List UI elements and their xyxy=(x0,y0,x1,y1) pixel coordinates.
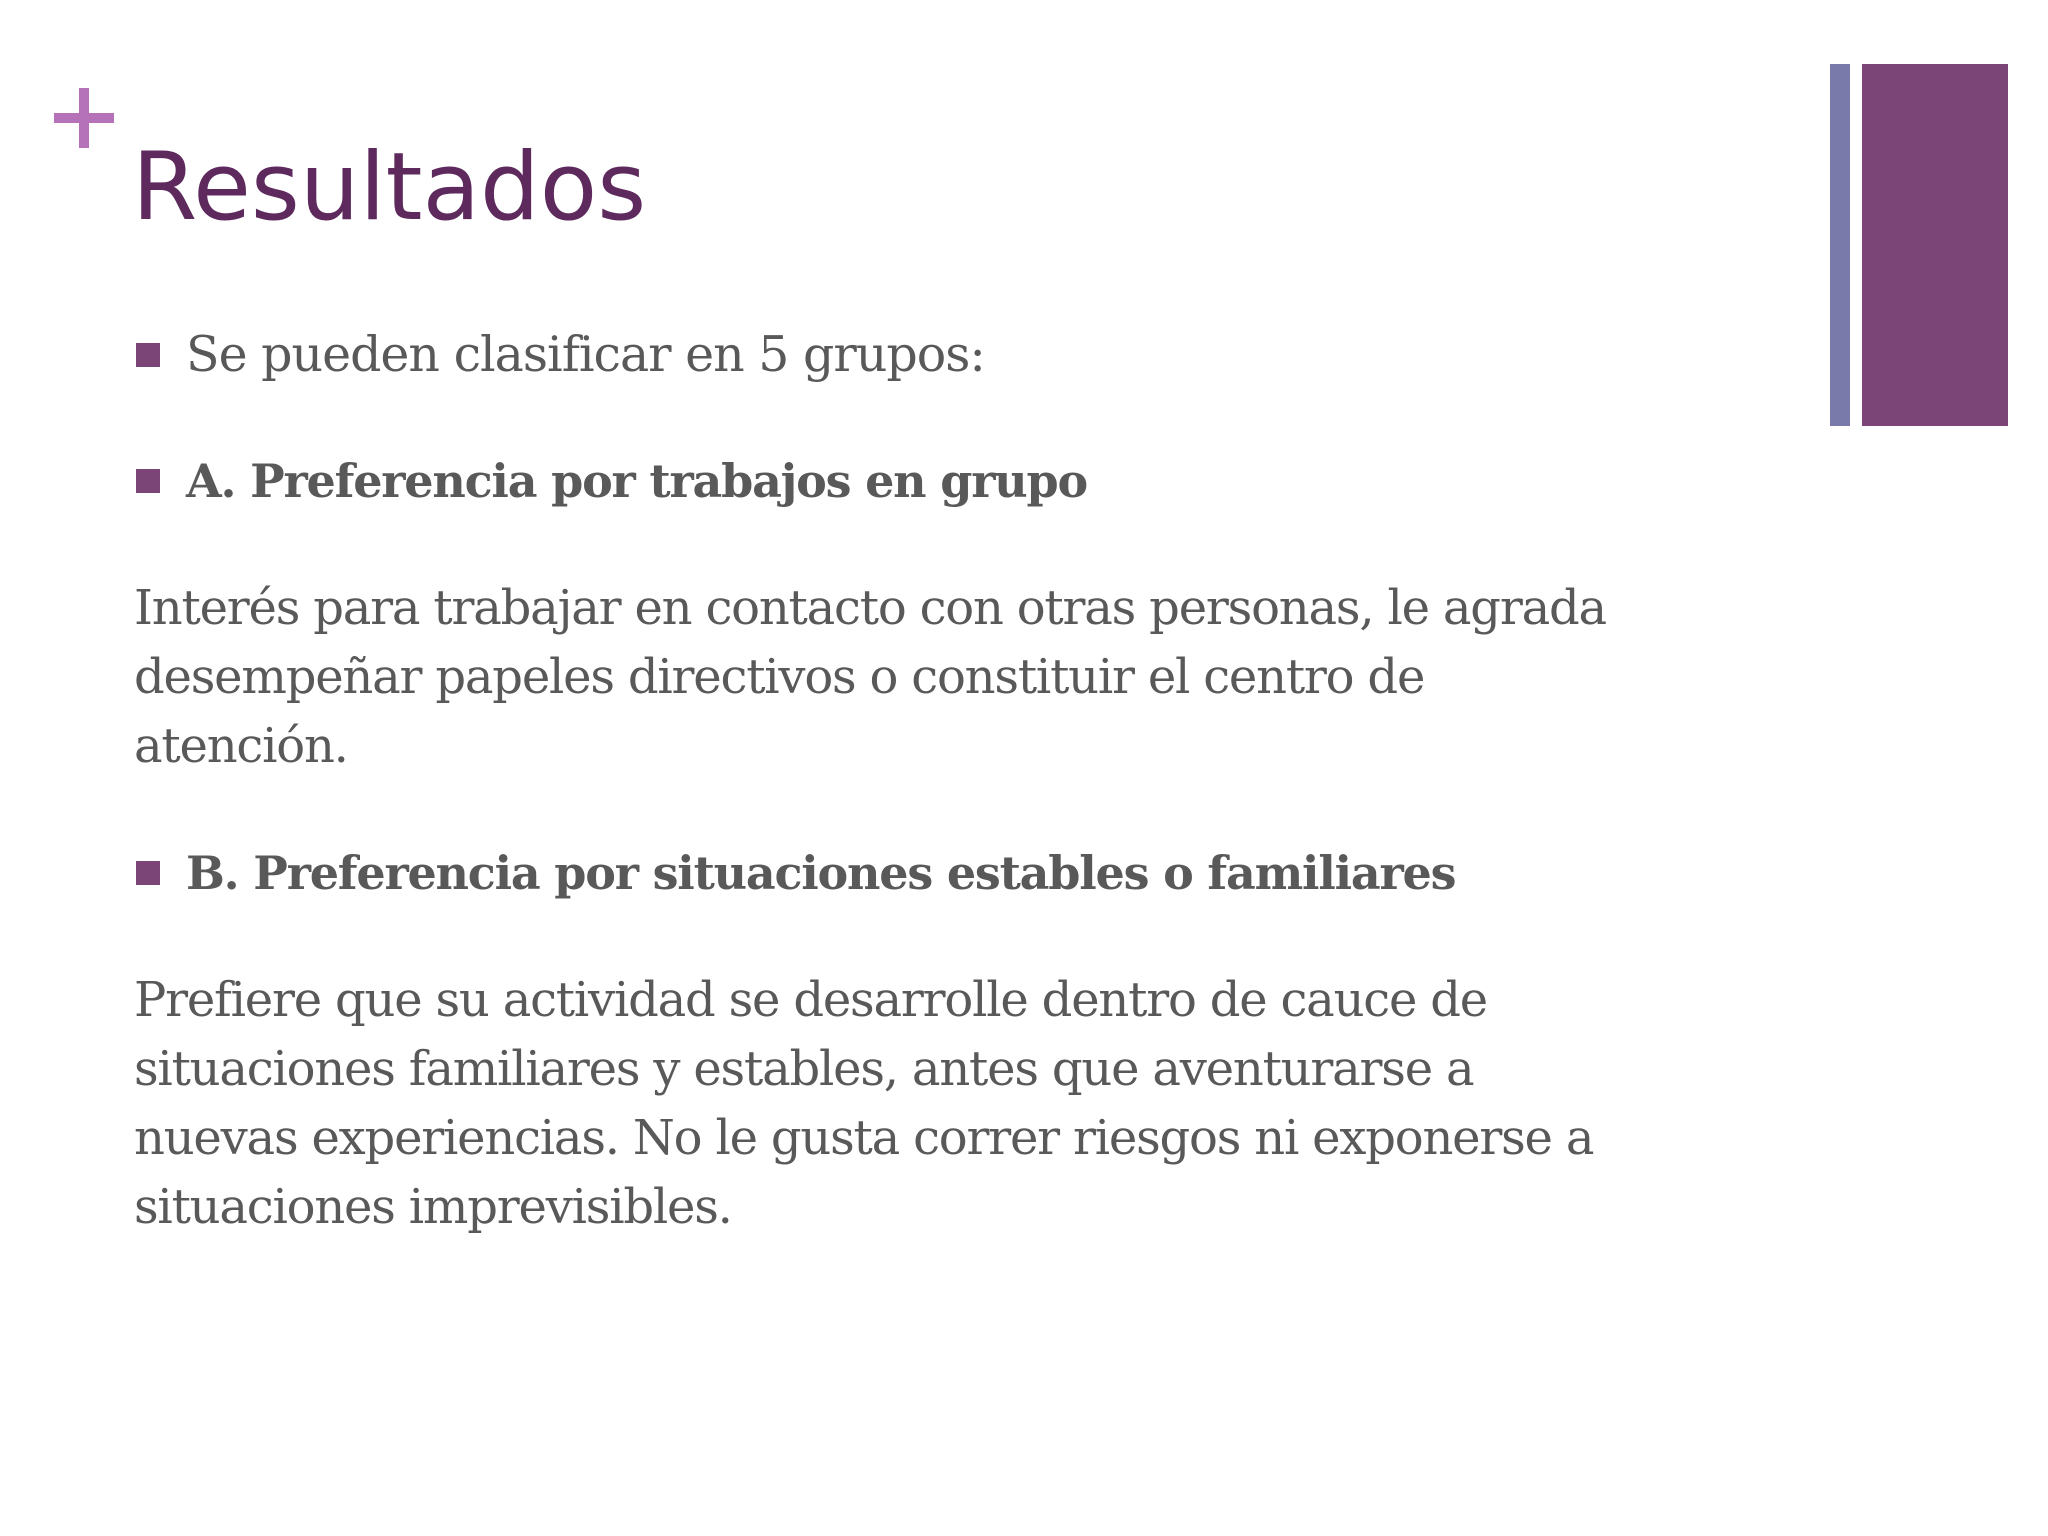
decorative-bar-wide xyxy=(1862,64,2008,426)
paragraph-line: situaciones imprevisibles. xyxy=(134,1179,732,1235)
paragraph-line: situaciones familiares y estables, antes que aventurarse a xyxy=(134,1041,1474,1097)
bullet-square-icon xyxy=(136,861,160,885)
bullet-heading-b: B. Preferencia por situaciones estables o familiares xyxy=(186,846,1456,900)
bullet-square-icon xyxy=(136,469,160,493)
paragraph-line: Interés para trabajar en contacto con otras personas, le agrada xyxy=(134,580,1606,636)
paragraph-line: Prefiere que su actividad se desarrolle dentro de cauce de xyxy=(134,972,1487,1028)
bullet-item-group-b xyxy=(136,838,1455,908)
decorative-bar-thin xyxy=(1830,64,1850,426)
plus-icon xyxy=(54,88,114,148)
bullet-item-group-a xyxy=(136,446,1087,516)
bullet-square-icon xyxy=(136,343,160,367)
paragraph-line: desempeñar papeles directivos o constituir el centro de xyxy=(134,649,1425,705)
plus-icon-vertical xyxy=(79,88,89,148)
paragraph-line: nuevas experiencias. No le gusta correr riesgos ni exponerse a xyxy=(134,1110,1594,1166)
bullet-item-intro xyxy=(136,320,985,390)
paragraph-line: atención. xyxy=(134,718,348,774)
slide-title: Resultados xyxy=(132,133,647,242)
bullet-heading-a: A. Preferencia por trabajos en grupo xyxy=(186,454,1087,508)
bullet-text: Se pueden clasificar en 5 grupos: xyxy=(186,326,985,383)
description-group-b xyxy=(134,966,1593,1242)
description-group-a xyxy=(134,574,1606,781)
